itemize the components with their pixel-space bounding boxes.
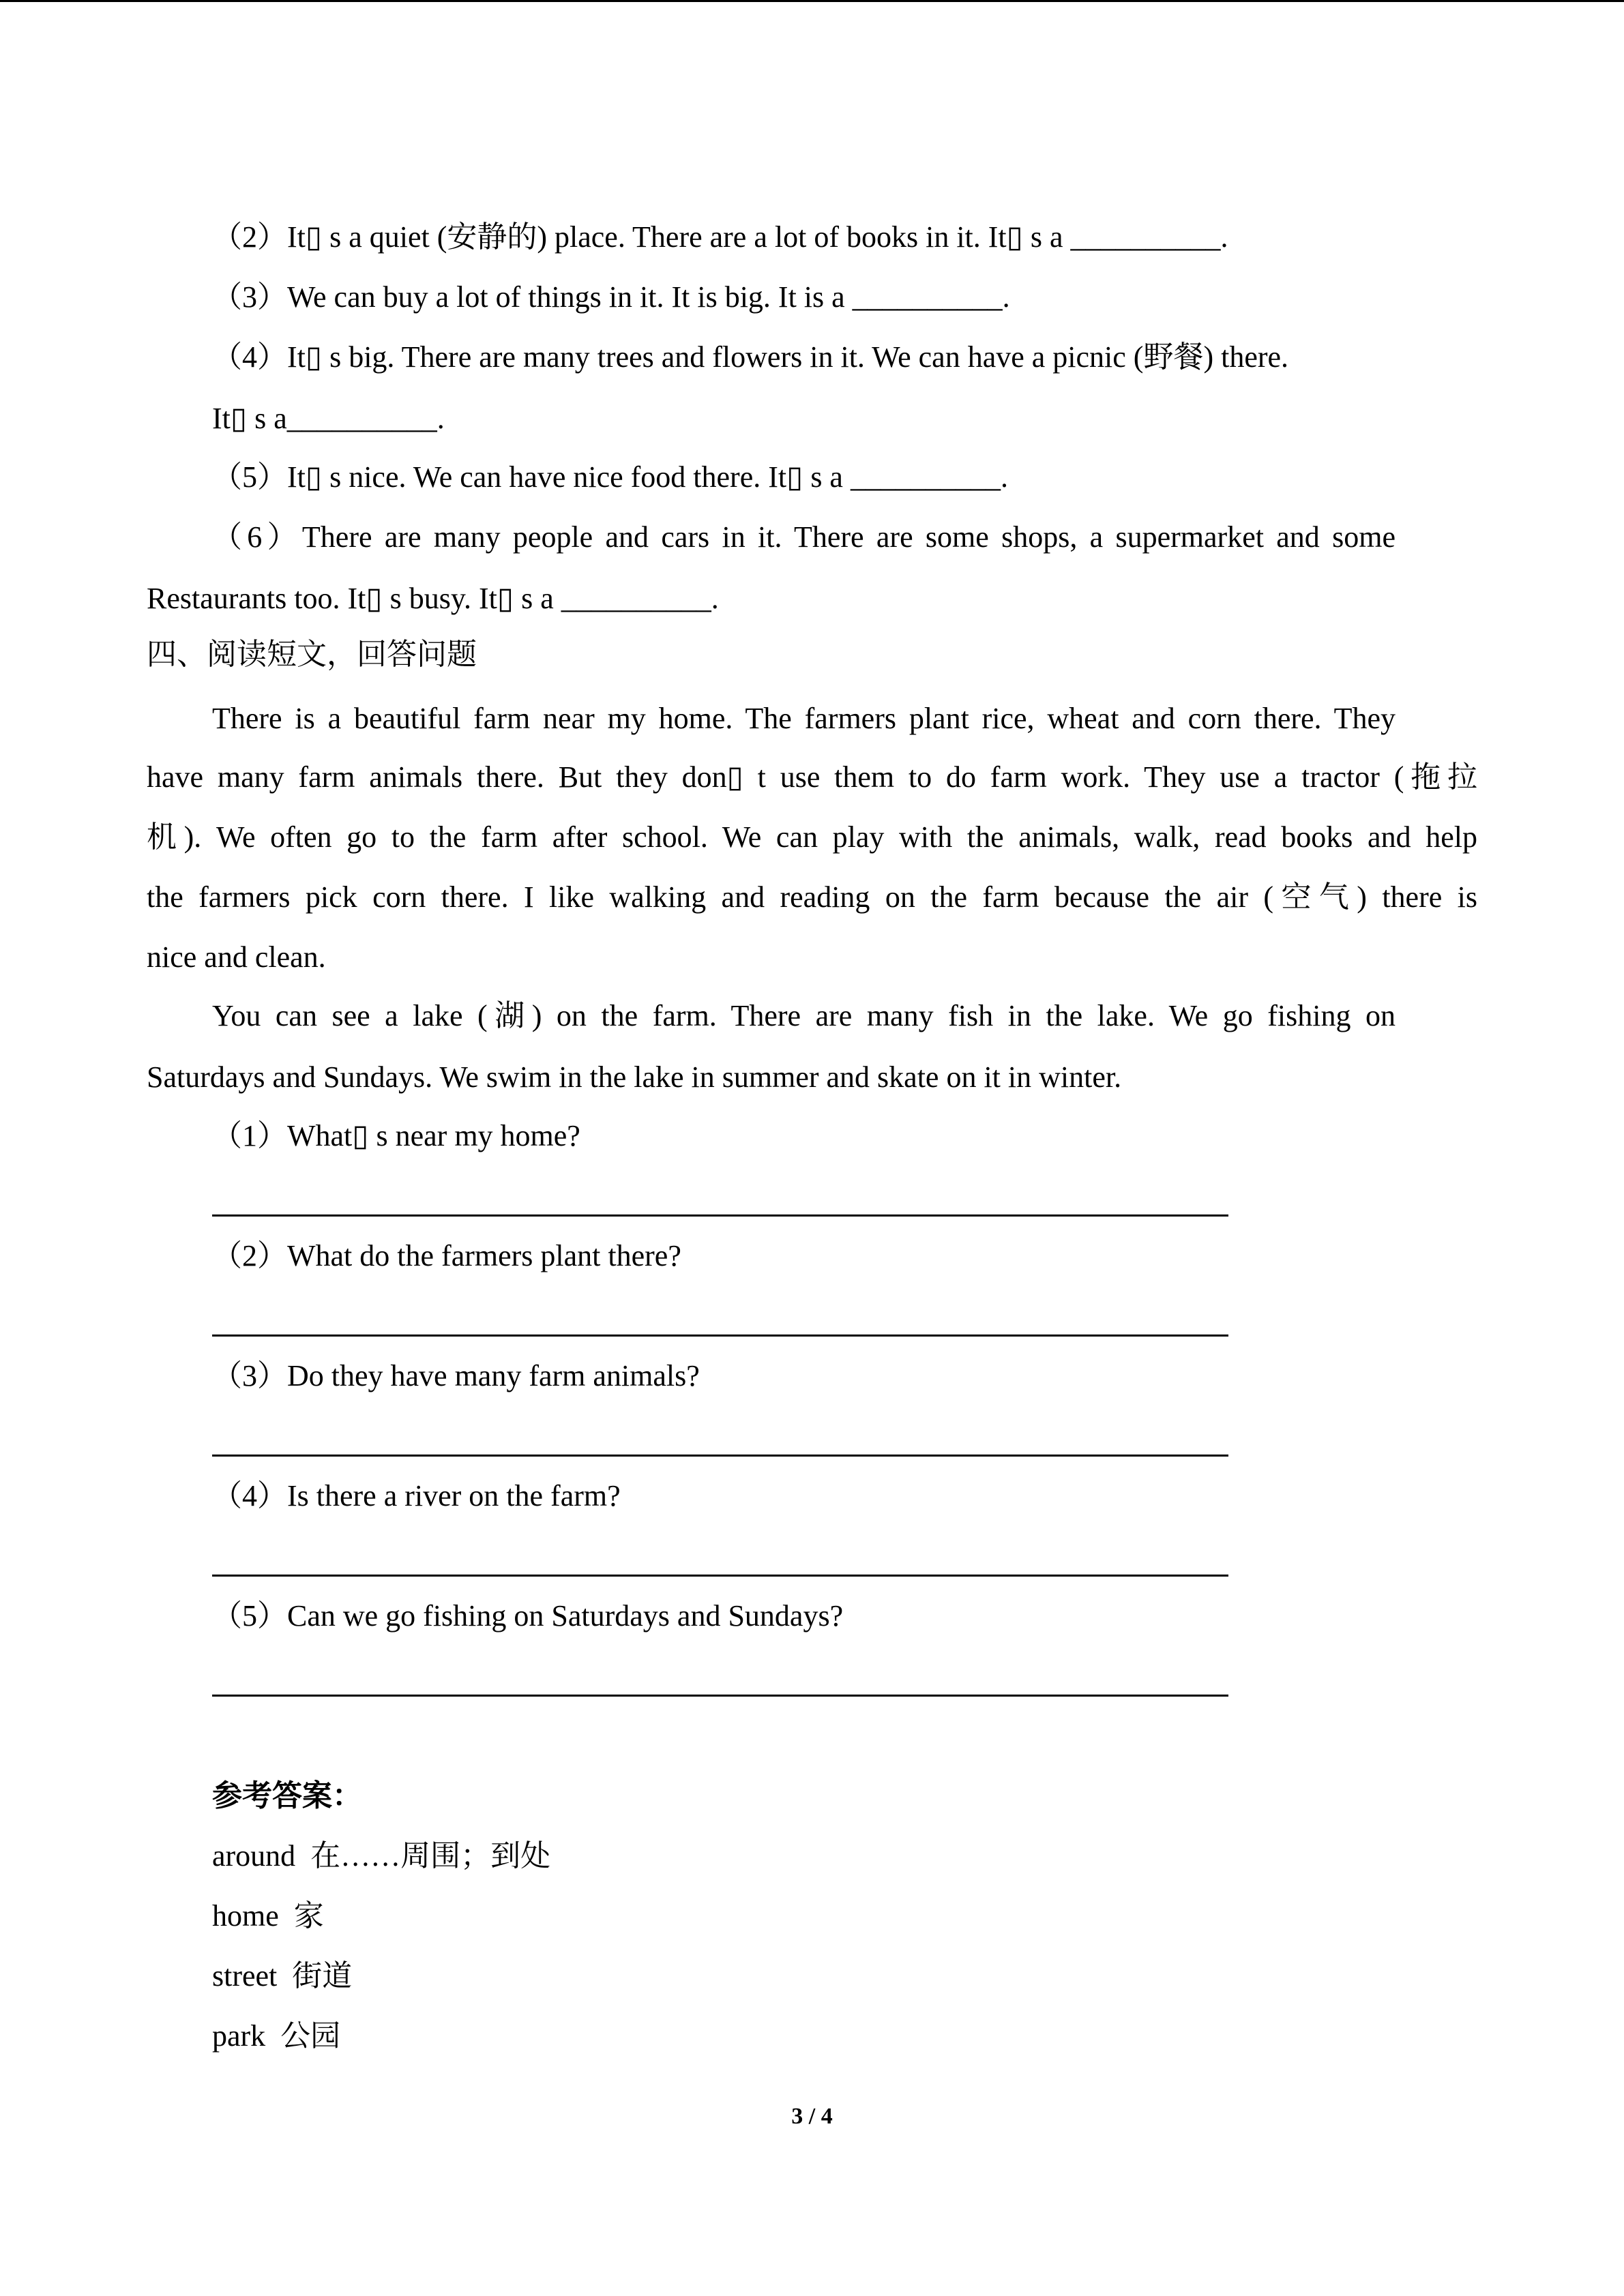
fill-item-6-continued: Restaurants too. It▯ s busy. It▯ s a __________.	[147, 582, 719, 615]
fill-item-5: （5）It▯ s nice. We can have nice food there. It▯ s a __________.	[212, 460, 1008, 494]
answer-line-4[interactable]	[212, 1575, 1228, 1577]
fill-item-6: （6）There are many people and cars in it. There are some shops, a supermarket and some	[212, 520, 1396, 554]
page-number: 3 / 4	[791, 2104, 833, 2129]
answer-item: home 家	[212, 1899, 324, 1933]
question-2: （2）What do the farmers plant there?	[212, 1239, 681, 1272]
answer-line-3[interactable]	[212, 1455, 1228, 1457]
answer-line-2[interactable]	[212, 1335, 1228, 1337]
passage-line: Saturdays and Sundays. We swim in the lake in summer and skate on it in winter.	[147, 1060, 1122, 1094]
question-1: （1）What▯ s near my home?	[212, 1119, 580, 1152]
answer-line-1[interactable]	[212, 1214, 1228, 1217]
fill-item-4-continued: It▯ s a__________.	[212, 402, 445, 435]
answer-item: park 公园	[212, 2019, 341, 2053]
passage-line: 机). We often go to the farm after school. We can play with the animals, walk, read books and help	[147, 820, 1477, 854]
question-4: （4）Is there a river on the farm?	[212, 1479, 621, 1512]
question-3: （3）Do they have many farm animals?	[212, 1359, 700, 1392]
answer-line-5[interactable]	[212, 1695, 1228, 1697]
passage-line: have many farm animals there. But they don▯ t use them to do farm work. They use a tractor (拖拉	[147, 760, 1477, 794]
answers-heading: 参考答案：	[212, 1779, 362, 1813]
passage-line: You can see a lake (湖) on the farm. There are many fish in the lake. We go fishing on	[212, 999, 1396, 1032]
answer-item: around 在……周围；到处	[212, 1839, 551, 1873]
question-5: （5）Can we go fishing on Saturdays and Sundays?	[212, 1599, 844, 1632]
fill-item-4: （4）It▯ s big. There are many trees and flowers in it. We can have a picnic (野餐) there.	[212, 340, 1289, 374]
section-heading: 四、阅读短文，回答问题	[147, 638, 477, 671]
answer-item: street 街道	[212, 1959, 353, 1993]
fill-item-2: （2）It▯ s a quiet (安静的) place. There are a lot of books in it. It▯ s a __________.	[212, 220, 1228, 254]
passage-line: There is a beautiful farm near my home. The farmers plant rice, wheat and corn there. They	[212, 702, 1396, 735]
fill-item-3: （3）We can buy a lot of things in it. It is big. It is a __________.	[212, 280, 1010, 314]
passage-line: nice and clean.	[147, 940, 326, 974]
passage-line: the farmers pick corn there. I like walking and reading on the farm because the air (空气) there is	[147, 880, 1477, 914]
